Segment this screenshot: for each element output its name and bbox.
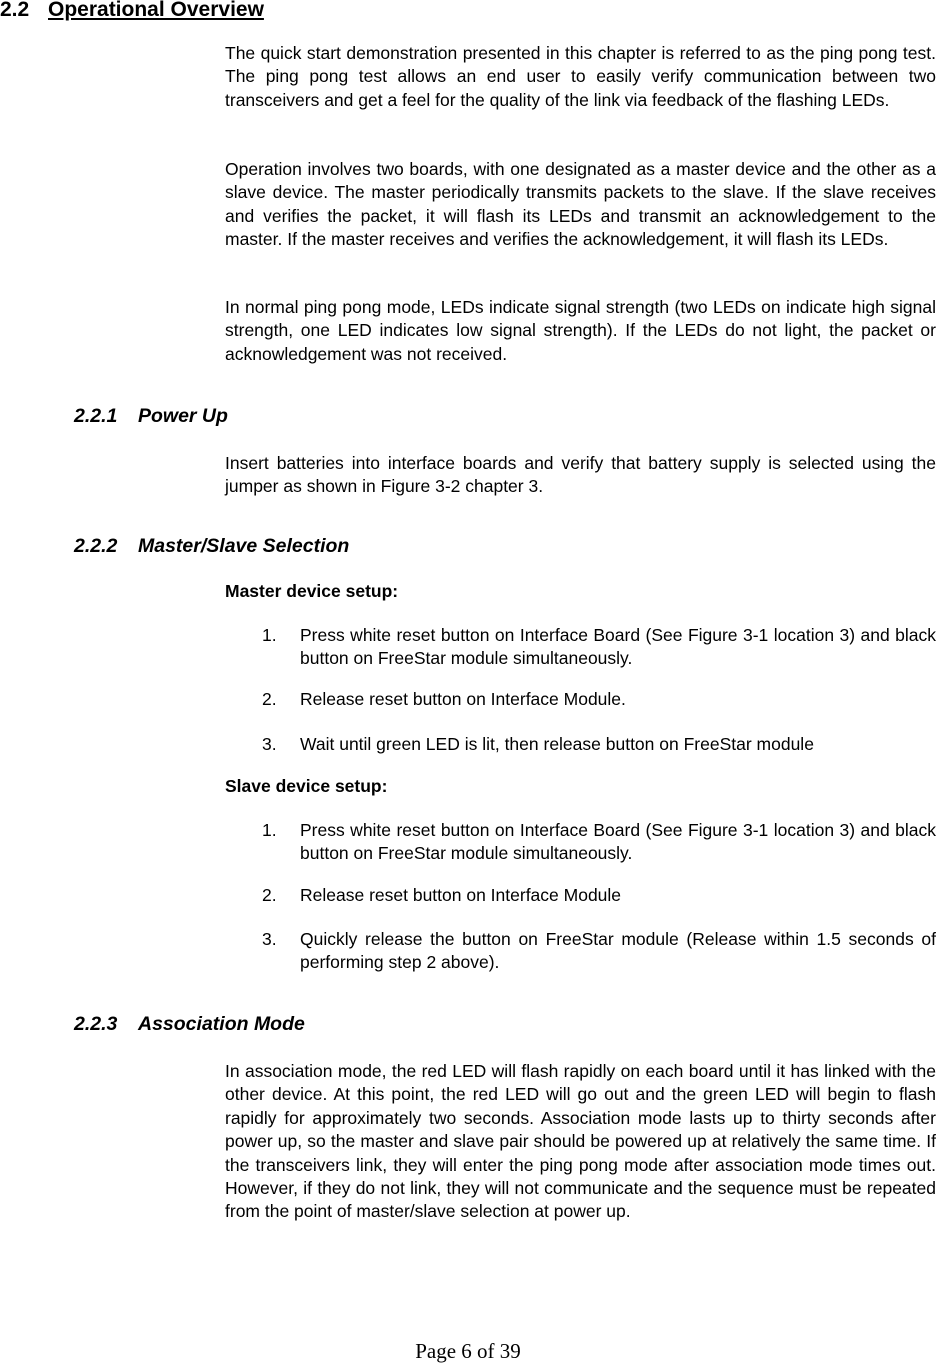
step-number: 3. <box>262 734 277 754</box>
slave-step-3 <box>262 928 936 975</box>
page-footer: Page 6 of 39 <box>415 1339 521 1363</box>
master-slave-number: 2.2.2 <box>74 535 118 557</box>
step-number: 1. <box>262 820 277 840</box>
step-number: 2. <box>262 689 277 709</box>
intro-paragraph-1: The quick start demonstration presented in this chapter is referred to as the ping pong test. The ping pong test allows an end user to easily verify communication between two transceivers and get a feel for the quality of the link via feedback of the flashing LEDs. <box>225 43 936 110</box>
association-heading <box>74 1013 305 1036</box>
slave-step-1 <box>262 819 936 866</box>
power-up-text: Insert batteries into interface boards and verify that battery supply is selected using the jumper as shown in Figure 3-2 chapter 3. <box>225 453 936 497</box>
association-title: Association Mode <box>138 1013 305 1035</box>
section-heading <box>0 0 264 22</box>
section-title: Operational Overview <box>48 0 264 21</box>
step-text: Wait until green LED is lit, then release button on FreeStar module <box>300 734 814 754</box>
power-up-number: 2.2.1 <box>74 405 118 427</box>
step-text: Quickly release the button on FreeStar module (Release within 1.5 seconds of performing step 2 above). <box>300 929 936 973</box>
slave-step-2 <box>262 884 936 907</box>
association-text: In association mode, the red LED will flash rapidly on each board until it has linked with the other device. At this point, the red LED will go out and the green LED will begin to flash rapidly for approximately two seconds. Association mode lasts up to thirty seconds after power up, so the master and slave pair should be powered up at relatively the same time. If the transceivers link, they will enter the ping pong mode after association mode times out. However, if they do not link, they will not communicate and the sequence must be repeated from the point of master/slave selection at power up. <box>225 1061 936 1222</box>
step-text: Release reset button on Interface Module. <box>300 689 626 709</box>
association-number: 2.2.3 <box>74 1013 118 1035</box>
intro-paragraph-2: Operation involves two boards, with one designated as a master device and the other as a slave device. The master periodically transmits packets to the slave. If the slave receives and verifies the packet, it will flash its LEDs and transmit an acknowledgement to the master. If the master receives and verifies the acknowledgement, it will flash its LEDs. <box>225 159 936 250</box>
power-up-heading <box>74 405 228 428</box>
intro-paragraph-3: In normal ping pong mode, LEDs indicate signal strength (two LEDs on indicate high signal strength, one LED indicates low signal strength). If the LEDs do not light, the packet or acknowledgement was not received. <box>225 297 936 364</box>
power-up-title: Power Up <box>138 405 228 427</box>
master-step-1 <box>262 624 936 671</box>
slave-setup-heading: Slave device setup: <box>225 776 388 796</box>
step-number: 1. <box>262 625 277 645</box>
master-slave-title: Master/Slave Selection <box>138 535 350 557</box>
step-text: Press white reset button on Interface Board (See Figure 3-1 location 3) and black button on FreeStar module simultaneously. <box>300 625 936 669</box>
step-text: Press white reset button on Interface Board (See Figure 3-1 location 3) and black button on FreeStar module simultaneously. <box>300 820 936 864</box>
section-number: 2.2 <box>0 0 30 21</box>
master-step-3 <box>262 733 936 756</box>
step-text: Release reset button on Interface Module <box>300 885 622 905</box>
master-setup-heading: Master device setup: <box>225 581 399 601</box>
step-number: 3. <box>262 929 277 949</box>
step-number: 2. <box>262 885 277 905</box>
master-slave-heading <box>74 535 349 558</box>
master-step-2 <box>262 688 936 711</box>
